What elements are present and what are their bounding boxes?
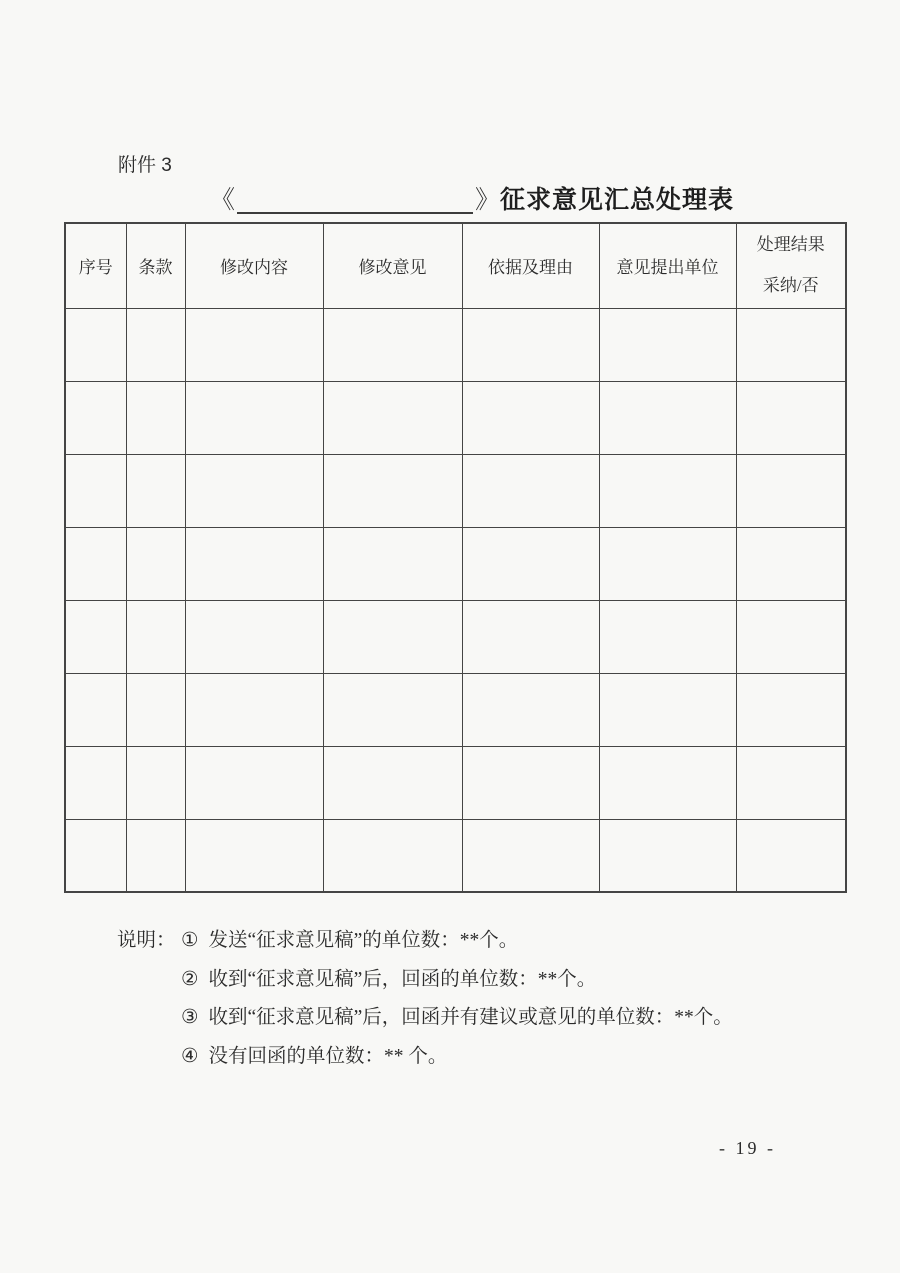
page-number: - 19 - <box>719 1138 776 1158</box>
table-cell <box>599 308 736 381</box>
table-cell <box>736 308 846 381</box>
table-cell <box>323 600 462 673</box>
table-cell <box>736 673 846 746</box>
table-row <box>65 381 846 454</box>
table-cell <box>462 381 599 454</box>
table-cell <box>65 600 126 673</box>
table-cell <box>599 454 736 527</box>
table-cell <box>126 746 185 819</box>
note-marker: ② <box>181 968 199 990</box>
table-cell <box>126 600 185 673</box>
note-marker: ④ <box>181 1045 199 1067</box>
table-cell <box>736 600 846 673</box>
table-row <box>65 673 846 746</box>
note-text: 发送“征求意见稿”的单位数：**个。 <box>208 930 519 951</box>
table-cell <box>599 673 736 746</box>
table-cell <box>65 308 126 381</box>
note-text: 收到“征求意见稿”后，回函并有建议或意见的单位数：**个。 <box>208 1007 733 1028</box>
table-cell <box>323 746 462 819</box>
table-cell <box>65 527 126 600</box>
table-cell <box>462 746 599 819</box>
table-cell <box>462 527 599 600</box>
table-row <box>65 527 846 600</box>
table-cell <box>65 381 126 454</box>
table-cell <box>65 819 126 892</box>
comments-summary-table <box>64 222 847 893</box>
note-line <box>117 1038 733 1077</box>
note-line <box>117 922 733 961</box>
table-cell <box>185 381 323 454</box>
note-indent <box>117 999 181 1038</box>
table-row <box>65 746 846 819</box>
table-cell <box>599 527 736 600</box>
note-marker: ① <box>181 930 199 951</box>
note-text: 收到“征求意见稿”后，回函的单位数：**个。 <box>208 968 597 990</box>
table-cell <box>736 819 846 892</box>
table-cell <box>126 454 185 527</box>
table-cell <box>736 746 846 819</box>
table-cell <box>599 819 736 892</box>
table-cell <box>65 746 126 819</box>
note-text: 没有回函的单位数：** 个。 <box>208 1045 448 1067</box>
table-cell <box>323 673 462 746</box>
header-processing-result-line2: 采纳/否 <box>762 276 819 296</box>
table-header-row <box>65 223 846 308</box>
notes-section <box>117 922 733 1076</box>
table-cell <box>126 381 185 454</box>
table-cell <box>462 600 599 673</box>
table-cell <box>126 673 185 746</box>
table-cell <box>462 819 599 892</box>
table-cell <box>462 673 599 746</box>
header-clause: 条款 <box>126 223 185 308</box>
header-modification-opinion: 修改意见 <box>323 223 462 308</box>
table-cell <box>323 819 462 892</box>
document-title-row <box>210 186 734 216</box>
header-proposing-unit: 意见提出单位 <box>599 223 736 308</box>
title-open-bracket: 《 <box>210 187 236 214</box>
table-cell <box>736 381 846 454</box>
table-row <box>65 600 846 673</box>
table-cell <box>736 454 846 527</box>
title-close-bracket: 》 <box>475 187 501 214</box>
table-cell <box>126 819 185 892</box>
table-cell <box>185 527 323 600</box>
note-indent <box>117 961 181 1000</box>
note-marker: ③ <box>181 1007 199 1028</box>
table-cell <box>736 527 846 600</box>
header-processing-result-line1: 处理结果 <box>756 234 825 254</box>
table-cell <box>599 381 736 454</box>
table-cell <box>323 454 462 527</box>
table-row <box>65 819 846 892</box>
table-cell <box>599 600 736 673</box>
table-cell <box>462 308 599 381</box>
table-cell <box>323 527 462 600</box>
header-gap <box>737 255 846 276</box>
table-cell <box>185 819 323 892</box>
table-cell <box>462 454 599 527</box>
title-blank-line <box>237 188 473 214</box>
header-basis-and-reason: 依据及理由 <box>462 223 599 308</box>
table-cell <box>323 308 462 381</box>
table-cell <box>185 454 323 527</box>
note-line <box>117 961 733 1000</box>
table-cell <box>185 673 323 746</box>
table-cell <box>65 454 126 527</box>
table-cell <box>185 600 323 673</box>
table-row <box>65 308 846 381</box>
table-cell <box>65 673 126 746</box>
notes-label: 说明： <box>117 930 176 951</box>
header-serial-number: 序号 <box>65 223 126 308</box>
document-title: 征求意见汇总处理表 <box>500 187 735 214</box>
attachment-label: 附件 3 <box>118 155 172 176</box>
note-line <box>117 999 733 1038</box>
table-cell <box>185 746 323 819</box>
table-cell <box>126 308 185 381</box>
table-cell <box>126 527 185 600</box>
table-cell <box>599 746 736 819</box>
header-processing-result <box>736 223 846 308</box>
note-indent <box>117 1038 181 1077</box>
table-row <box>65 454 846 527</box>
table-cell <box>185 308 323 381</box>
header-modified-content: 修改内容 <box>185 223 323 308</box>
table-cell <box>323 381 462 454</box>
